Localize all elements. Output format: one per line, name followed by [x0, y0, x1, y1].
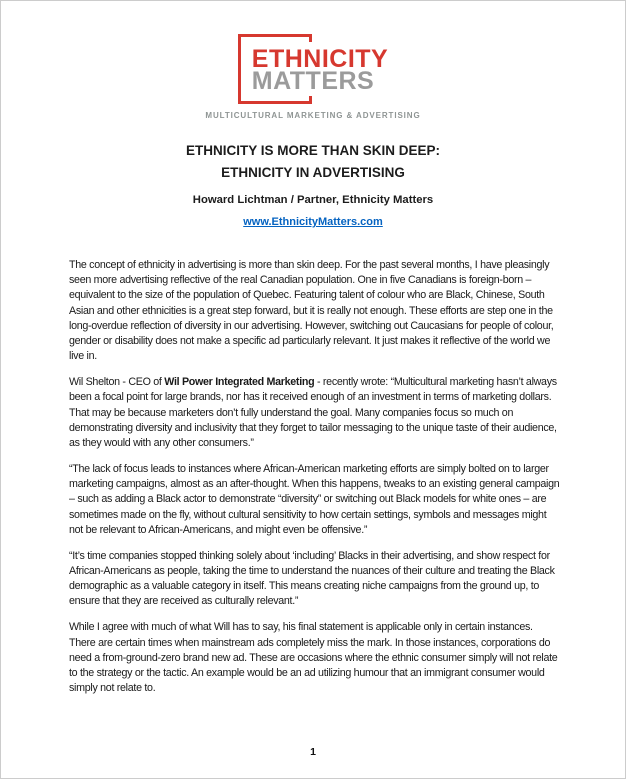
- website-link[interactable]: www.EthnicityMatters.com: [243, 216, 383, 228]
- paragraph-4: “It’s time companies stopped thinking solely about ‘including’ Blacks in their advertising, and show respect for African-Americans as people, taking the time to understand the nuances of their culture and treating the Black demographic as a valuable category in itself. This means creating niche campaigns from the ground up, to ensure that they are received as culturally relevant.”: [69, 549, 555, 608]
- author-byline: Howard Lichtman / Partner, Ethnicity Matters: [192, 194, 434, 206]
- paragraph-2: [69, 375, 561, 451]
- link-row: [1, 212, 625, 230]
- paragraph-5: While I agree with much of what Will has to say, his final statement is applicable only in certain instances. There are certain times when mainstream ads completely miss the mark. In those instances, corporations do need a from-ground-zero brand new ad. These are occasions where the ethnic consumer simply will not relate to the strategy or the tactic. An example would be an ad utilizing humour that an immigrant consumer would simply not relate to.: [69, 621, 558, 695]
- logo-mark: [238, 34, 388, 105]
- logo-word-ethnicity: ETHNICITY: [251, 45, 389, 73]
- logo: [1, 1, 625, 120]
- logo-bracket-icon: [238, 34, 309, 104]
- paragraph-1: The concept of ethnicity in advertising is more than skin deep. For the past several months, I have pleasingly seen more advertising reflective of the real Canadian population. One in five Canadians is foreign-born – equivalent to the size of the population of Quebec. Featuring talent of colour who are Black, Chinese, South Asian and other ethnicities is a great step forward, but it is really not enough. These efforts are step one in the long-overdue reflection of diversity in our advertising. However, switching out Caucasians for people of colour, gender or disability does not make a specific ad particularly relevant. It just makes it reflective of the world we live in.: [69, 259, 554, 363]
- logo-tagline: MULTICULTURAL MARKETING & ADVERTISING: [205, 111, 421, 120]
- paragraph-2-prefix: Wil Shelton - CEO of: [69, 376, 165, 389]
- title-line-1: ETHNICITY IS MORE THAN SKIN DEEP:: [185, 143, 441, 158]
- article-body: [1, 258, 625, 696]
- logo-word-matters: MATTERS: [251, 67, 375, 95]
- paragraph-2-suffix: - recently wrote: “Multicultural marketing hasn’t always been a focal point for large brands, nor has it received enough of an investment in terms of marketing dollars. That may be because marketers don’t fully understand the goal. Many companies focus so much on demonstrating diversity and inclusivity that they forget to tailor messaging to the unique taste of their audience, as they would with any other consumers.”: [69, 376, 557, 450]
- paragraph-3: “The lack of focus leads to instances where African-American marketing efforts are simply bolted on to larger marketing campaigns, almost as an after-thought. When this happens, tweaks to an existing general campaign – such as adding a Black actor to demonstrate “diversity” or switching out Black models for white ones – are sometimes made on the fly, without cultural sensitivity to how certain settings, symbols and messages might not be relevant to African-Americans, and might even be offensive.”: [69, 463, 560, 536]
- page-number: 1: [310, 746, 316, 758]
- article-title: [1, 140, 625, 184]
- paragraph-2-company-name: Wil Power Integrated Marketing: [164, 376, 315, 389]
- title-line-2: ETHNICITY IN ADVERTISING: [221, 165, 405, 180]
